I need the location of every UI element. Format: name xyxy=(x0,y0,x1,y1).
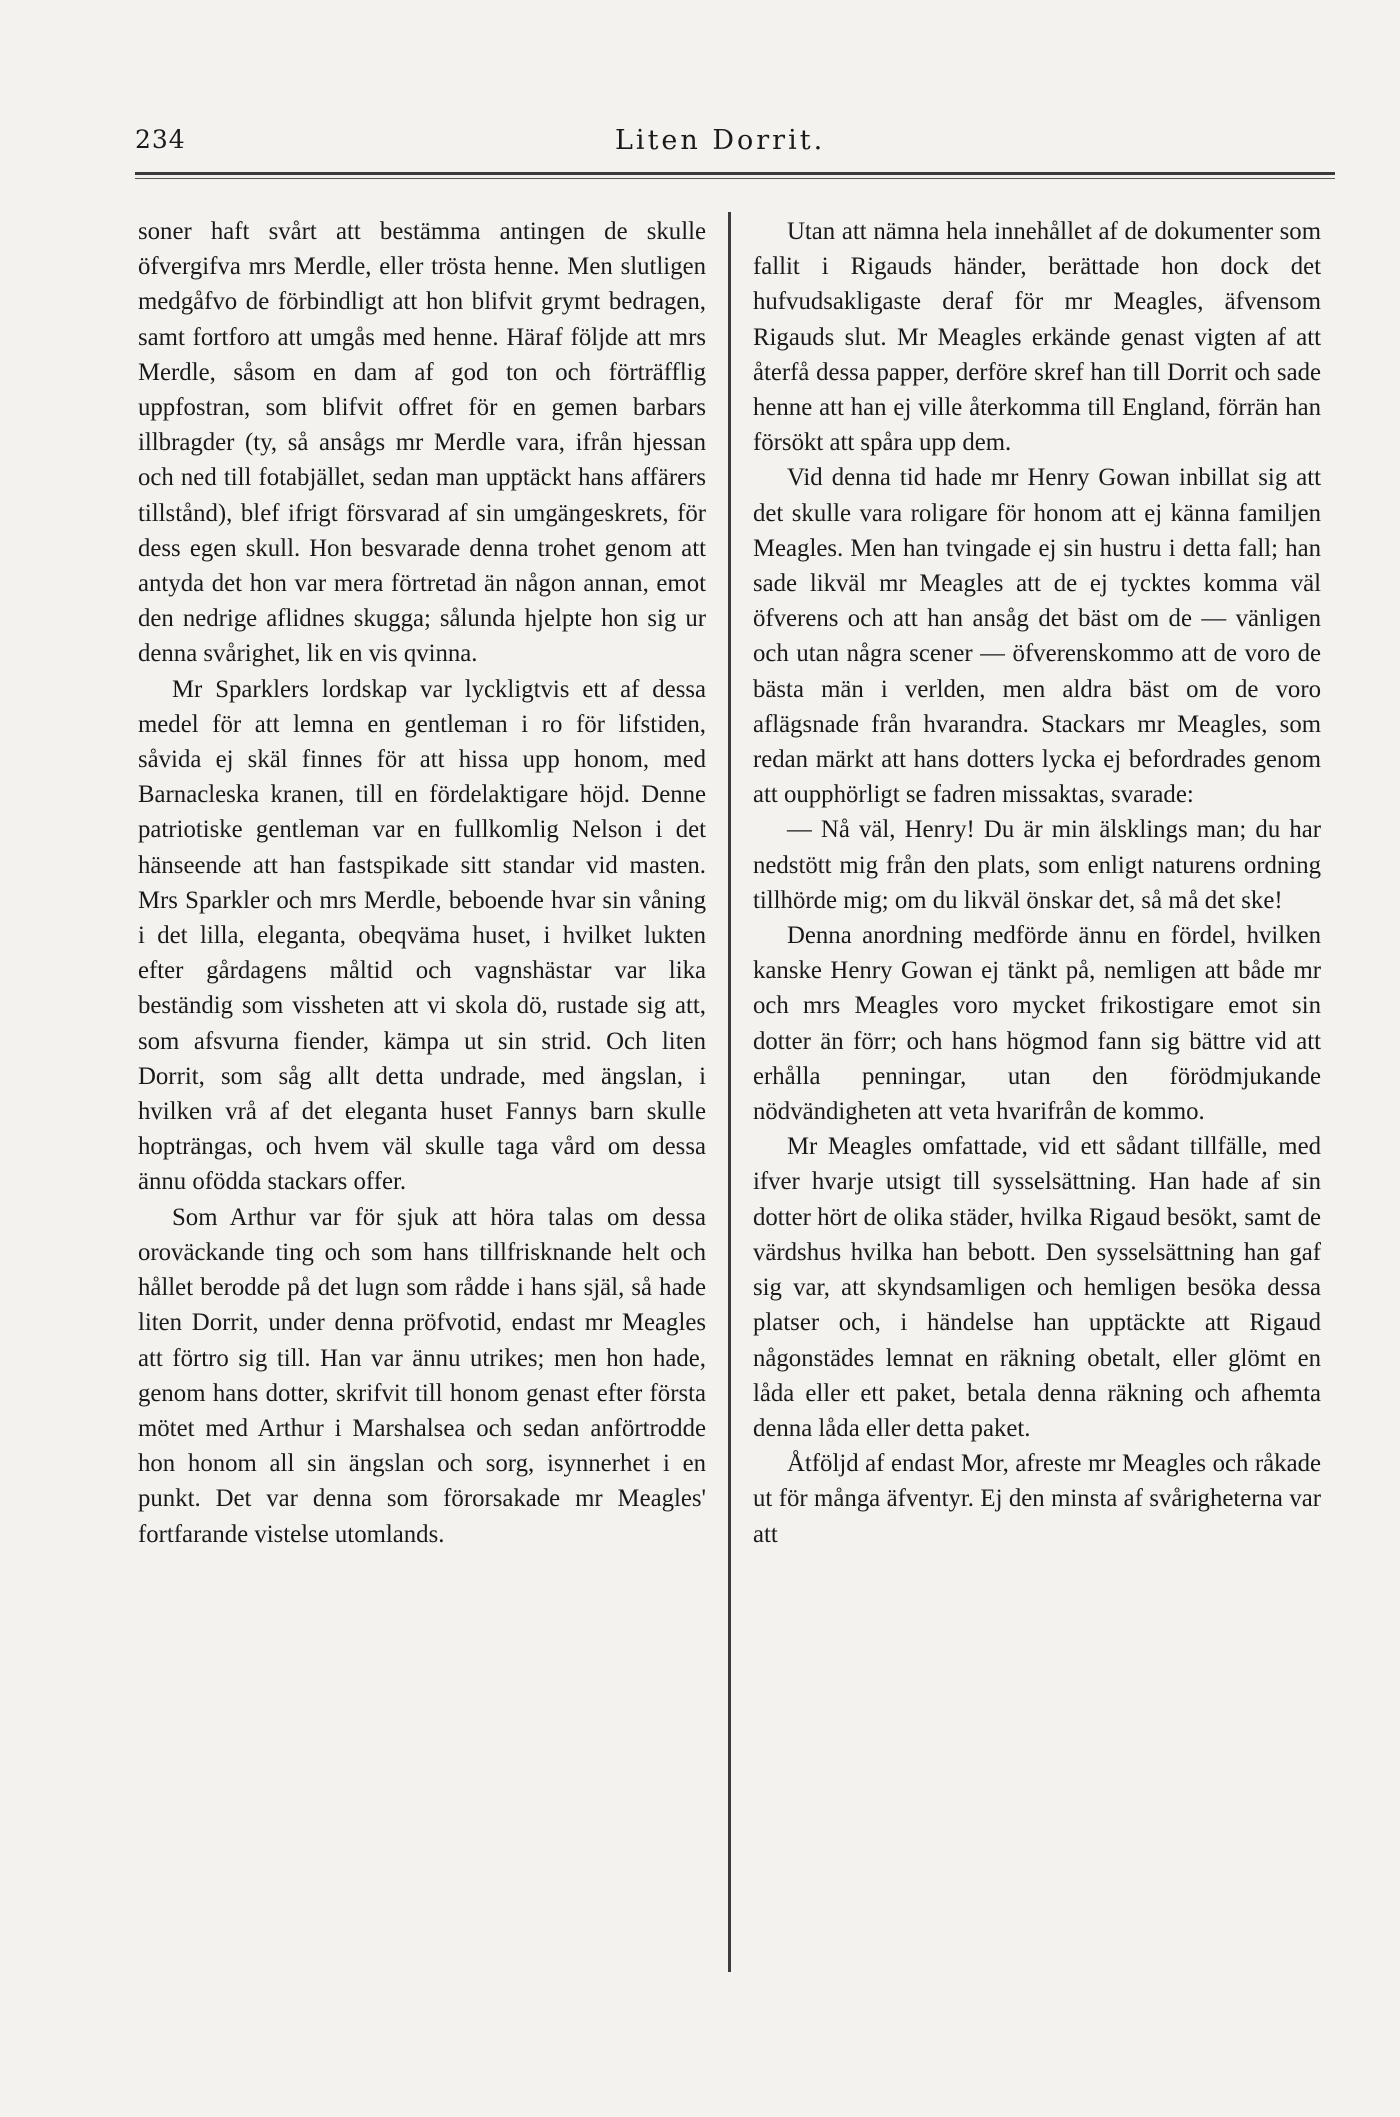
paragraph: soner haft svårt att bestämma antingen de skulle öfvergifva mrs Merdle, eller trösta henne. Men slutligen medgåfvo de förbindligt att hon blifvit grymt bedragen, samt fortforo att umgås med henne. Häraf följde att mrs Merdle, såsom en dam af god ton och förträfflig uppfostran, som blifvit offret för en gemen barbars illbragder (ty, så ansågs mr Merdle vara, ifrån hjessan och ned till fotabjället, sedan man upptäckt hans affärers tillstånd), blef ifrigt försvarad af sin umgängeskrets, för dess egen skull. Hon besvarade denna trohet genom att antyda det hon var mera förtretad än någon annan, emot den nedrige aflidnes skugga; sålunda hjelpte hon sig ur denna svårighet, lik en vis qvinna. xyxy=(138,218,706,668)
paragraph: Som Arthur var för sjuk att höra talas om dessa oroväckande ting och som hans tillfrisknande helt och hållet berodde på det lugn som rådde i hans själ, så hade liten Dorrit, under denna pröfvotid, endast mr Meagles att förtro sig till. Han var ännu utrikes; men hon hade, genom hans dotter, skrifvit till honom genast efter första mötet med Arthur i Marshalsea och sedan anförtrodde hon honom all sin ängslan och sorg, isynnerhet i en punkt. Det var denna som förorsakade mr Meagles' fortfarande vistelse utomlands. xyxy=(138,1203,706,1548)
paragraph: Denna anordning medförde ännu en fördel, hvilken kanske Henry Gowan ej tänkt på, nemligen att både mr och mrs Meagles voro mycket frikostigare emot sin dotter än förr; och hans högmod fann sig bättre vid att erhålla penningar, utan den förödmjukande nödvändigheten att veta hvarifrån de kommo. xyxy=(753,922,1321,1126)
paragraph: — Nå väl, Henry! Du är min älsklings man; du har nedstött mig från den plats, som enligt naturens ordning tillhörde mig; om du likväl önskar det, så må det ske! xyxy=(753,816,1321,914)
paragraph: Vid denna tid hade mr Henry Gowan inbillat sig att det skulle vara roligare för honom att ej känna familjen Meagles. Men han tvingade ej sin hustru i detta fall; han sade likväl mr Meagles att de ej tycktes komma väl öfverens och att han ansåg det bäst om de — vänligen och utan några scener — öfverenskommo att de voro de bästa män i verlden, men aldra bäst om de voro aflägsnade från hvarandra. Stackars mr Meagles, som redan märkt att hans dotters lycka ej befordrades genom att oupphörligt se fadren missaktas, svarade: xyxy=(753,464,1321,809)
header-rule-thick xyxy=(135,172,1335,175)
paragraph: Mr Sparklers lordskap var lyckligtvis ett af dessa medel för att lemna en gentleman i ro för lifstiden, såvida ej skäl finnes för att hissa upp honom, med Barnacleska kranen, till en fördelaktigare höjd. Denne patriotiske gentleman var en fullkomlig Nelson i det hänseende att han fastspikade sitt standar vid masten. Mrs Sparkler och mrs Merdle, beboende hvar sin våning i det lilla, eleganta, obeqväma huset, i hvilket lukten efter gårdagens måltid och vagnshästar var lika beständig som vissheten att vi skola dö, rustade sig att, som afsvurna fiender, kämpa ut sin strid. Och liten Dorrit, som såg allt detta undrade, med ängslan, i hvilken vrå af det eleganta huset Fannys barn skulle hopträngas, och hvem väl skulle taga vård om dessa ännu ofödda stackars offer. xyxy=(138,675,706,1196)
running-title: Liten Dorrit. xyxy=(615,125,826,156)
column-divider xyxy=(728,212,731,1972)
paragraph: Utan att nämna hela innehållet af de dokumenter som fallit i Rigauds händer, berättade hon dock det hufvudsakligaste deraf för mr Meagles, äfvensom Rigauds slut. Mr Meagles erkände genast vigten af att återfå dessa papper, derföre skref han till Dorrit och sade henne att han ej ville återkomma till England, förrän han försökt att spåra upp dem. xyxy=(753,218,1321,457)
page-number: 234 xyxy=(135,125,186,154)
left-column xyxy=(138,214,706,1552)
header-rule-thin xyxy=(135,178,1335,179)
paragraph: Åtföljd af endast Mor, afreste mr Meagles och råkade ut för många äfventyr. Ej den minsta af svårigheterna var att xyxy=(753,1450,1321,1548)
right-column xyxy=(753,214,1321,1552)
page-header xyxy=(135,125,1335,165)
paragraph: Mr Meagles omfattade, vid ett sådant tillfälle, med ifver hvarje utsigt till sysselsättning. Han hade af sin dotter hört de olika städer, hvilka Rigaud besökt, samt de värdshus hvilka han bebott. Den sysselsättning han gaf sig var, att skyndsamligen och hemligen besöka dessa platser och, i händelse han upptäckte att Rigaud någonstädes lemnat en räkning obetalt, eller glömt en låda eller ett paket, betala denna räkning och afhemta denna låda eller detta paket. xyxy=(753,1133,1321,1442)
